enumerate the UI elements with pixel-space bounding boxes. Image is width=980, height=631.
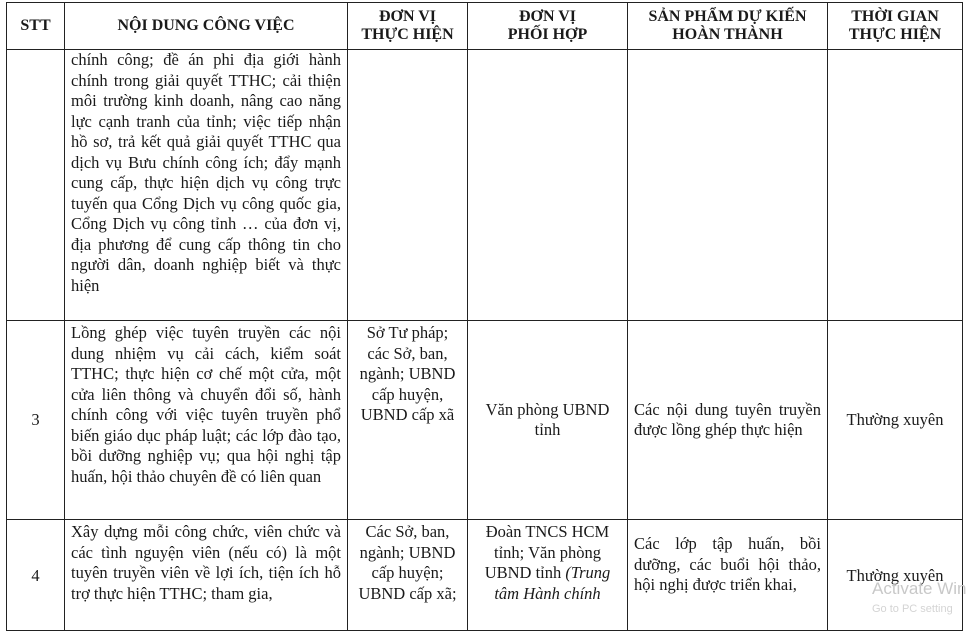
- table-row: [7, 50, 963, 321]
- cell-don-vi-thuc-hien: Các Sở, ban, ngành; UBND cấp huyện; UBND cấp xã;: [348, 520, 468, 631]
- cell-don-vi-phoi-hop: [468, 520, 628, 631]
- header-san-pham: [628, 3, 828, 50]
- header-row: [7, 3, 963, 50]
- header-don-vi-thuc-hien: [348, 3, 468, 50]
- cell-text-italic: (Trung tâm Hành chính: [494, 563, 611, 603]
- cell-thoi-gian: Thường xuyên: [828, 520, 963, 631]
- cell-stt: 4: [7, 520, 65, 631]
- header-noi-dung: NỘI DUNG CÔNG VIỆC: [65, 3, 348, 50]
- cell-san-pham: [628, 50, 828, 321]
- cell-thoi-gian: [828, 50, 963, 321]
- cell-don-vi-phoi-hop: Văn phòng UBND tỉnh: [468, 321, 628, 520]
- header-stt: STT: [7, 3, 65, 50]
- header-don-vi-phoi-hop: [468, 3, 628, 50]
- cell-don-vi-phoi-hop: [468, 50, 628, 321]
- header-line: THỰC HIỆN: [361, 26, 454, 43]
- header-thoi-gian: [828, 3, 963, 50]
- cell-san-pham: Các lớp tập huấn, bồi dưỡng, các buổi hội thảo, hội nghị được triển khai,: [628, 520, 828, 631]
- cell-noi-dung: Xây dựng mỗi công chức, viên chức và các tình nguyện viên (nếu có) là một tuyên truyền viên về lợi ích, tiện ích hỗ trợ thực hiện TTHC; tham gia,: [65, 520, 348, 631]
- table-row: [7, 321, 963, 520]
- activate-windows-subtext: Go to PC setting: [872, 603, 953, 615]
- cell-text: Đoàn TNCS HCM tỉnh; Văn phòng UBND tỉnh: [484, 522, 610, 582]
- cell-don-vi-thuc-hien: [348, 50, 468, 321]
- header-line: PHỐI HỢP: [507, 26, 588, 43]
- cell-thoi-gian: Thường xuyên: [828, 321, 963, 520]
- cell-noi-dung: chính công; đề án phi địa giới hành chính trong giải quyết TTHC; cải thiện môi trường kinh doanh, nâng cao năng lực cạnh tranh của tỉnh; việc tiếp nhận hồ sơ, trả kết quả giải quyết TTHC qua dịch vụ Bưu chính công ích; đẩy mạnh cung cấp, thực hiện dịch vụ công trực tuyến qua Cổng Dịch vụ công quốc gia, Cổng Dịch vụ công tỉnh … của đơn vị, địa phương để cung cấp thông tin cho người dân, doanh nghiệp biết và thực hiện: [65, 50, 348, 321]
- header-line: ĐƠN VỊ: [378, 8, 437, 25]
- header-line: ĐƠN VỊ: [518, 8, 577, 25]
- cell-stt: [7, 50, 65, 321]
- cell-stt: 3: [7, 321, 65, 520]
- header-line: THỰC HIỆN: [848, 26, 942, 43]
- header-line: THỜI GIAN: [851, 8, 939, 25]
- work-plan-table: [6, 2, 963, 631]
- cell-san-pham: Các nội dung tuyên truyền được lồng ghép thực hiện: [628, 321, 828, 520]
- cell-don-vi-thuc-hien: Sở Tư pháp; các Sở, ban, ngành; UBND cấp huyện, UBND cấp xã: [348, 321, 468, 520]
- activate-windows-watermark: Activate Win: [872, 579, 967, 598]
- table-row: [7, 520, 963, 631]
- cell-noi-dung: Lồng ghép việc tuyên truyền các nội dung nhiệm vụ cải cách, kiểm soát TTHC; thực hiện cơ chế một cửa, một cửa liên thông và chuyển đổi số, hành chính công với việc tuyên truyền phổ biến giáo dục pháp luật; các lớp đào tạo, bồi dưỡng nghiệp vụ; qua hội nghị tập huấn, hội thảo chuyên đề có liên quan: [65, 321, 348, 520]
- header-line: HOÀN THÀNH: [672, 26, 783, 43]
- header-line: SẢN PHẨM DỰ KIẾN: [648, 8, 807, 25]
